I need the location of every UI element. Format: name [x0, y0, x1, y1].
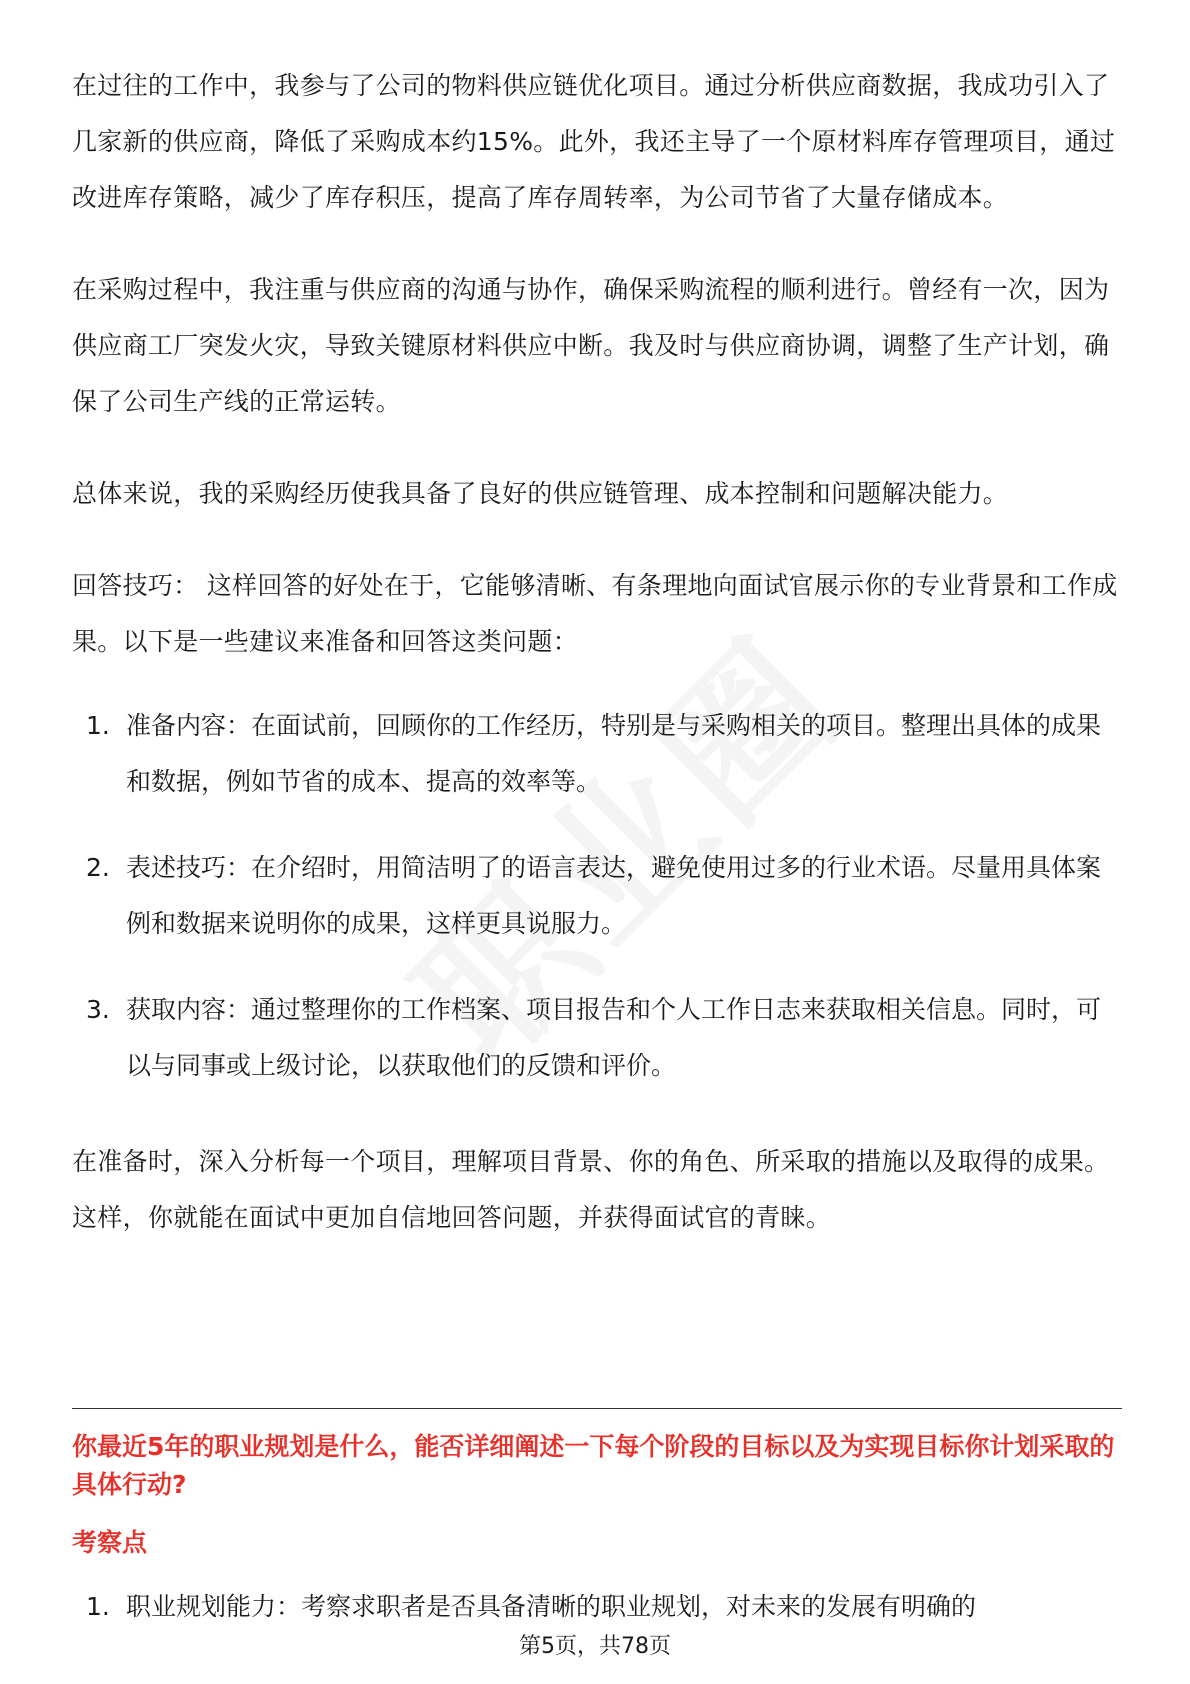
list-item-text: 表述技巧：在介绍时，用简洁明了的语言表达，避免使用过多的行业术语。尽量用具体案例和数据来说明你的成果，这样更具说服力。 [126, 853, 1102, 938]
question-heading: 你最近5年的职业规划是什么，能否详细阐述一下每个阶段的目标以及为实现目标你计划采取的具体行动? [72, 1432, 1115, 1499]
list-item [72, 840, 1122, 952]
section-divider [72, 1408, 1122, 1409]
main-content [72, 58, 1122, 1282]
list-item [72, 698, 1122, 810]
list-item-number: 1. [86, 711, 110, 740]
paragraph-summary: 总体来说，我的采购经历使我具备了良好的供应链管理、成本控制和问题解决能力。 [72, 479, 1009, 508]
subheading-assessment: 考察点 [72, 1528, 148, 1557]
list-item-number: 1. [86, 1592, 110, 1621]
list-item [72, 1587, 1122, 1627]
paragraph-communication: 在采购过程中，我注重与供应商的沟通与协作，确保采购流程的顺利进行。曾经有一次，因为供应商工厂突发火灾，导致关键原材料供应中断。我及时与供应商协调，调整了生产计划，确保了公司生产线的正常运转。 [72, 275, 1110, 416]
list-item-text: 获取内容：通过整理你的工作档案、项目报告和个人工作日志来获取相关信息。同时，可以与同事或上级讨论，以获取他们的反馈和评价。 [126, 995, 1102, 1080]
page-footer: 第5页，共78页 [519, 1634, 671, 1659]
paragraph-closing: 在准备时，深入分析每一个项目，理解项目背景、你的角色、所采取的措施以及取得的成果。这样，你就能在面试中更加自信地回答问题，并获得面试官的青睐。 [72, 1147, 1110, 1232]
list-item-text: 职业规划能力：考察求职者是否具备清晰的职业规划，对未来的发展有明确的 [126, 1592, 977, 1621]
paragraph-experience: 在过往的工作中，我参与了公司的物料供应链优化项目。通过分析供应商数据，我成功引入了几家新的供应商，降低了采购成本约15%。此外，我还主导了一个原材料库存管理项目，通过改进库存策略，减少了库存积压，提高了库存周转率，为公司节省了大量存储成本。 [72, 71, 1116, 212]
list-item [72, 982, 1122, 1094]
paragraph-answer-tips: 回答技巧： 这样回答的好处在于，它能够清晰、有条理地向面试官展示你的专业背景和工作成果。以下是一些建议来准备和回答这类问题： [72, 571, 1118, 656]
list-item-number: 2. [86, 853, 110, 882]
list-item-number: 3. [86, 995, 110, 1024]
list-item-text: 准备内容：在面试前，回顾你的工作经历，特别是与采购相关的项目。整理出具体的成果和数据，例如节省的成本、提高的效率等。 [126, 711, 1102, 796]
tips-list [72, 698, 1122, 1094]
